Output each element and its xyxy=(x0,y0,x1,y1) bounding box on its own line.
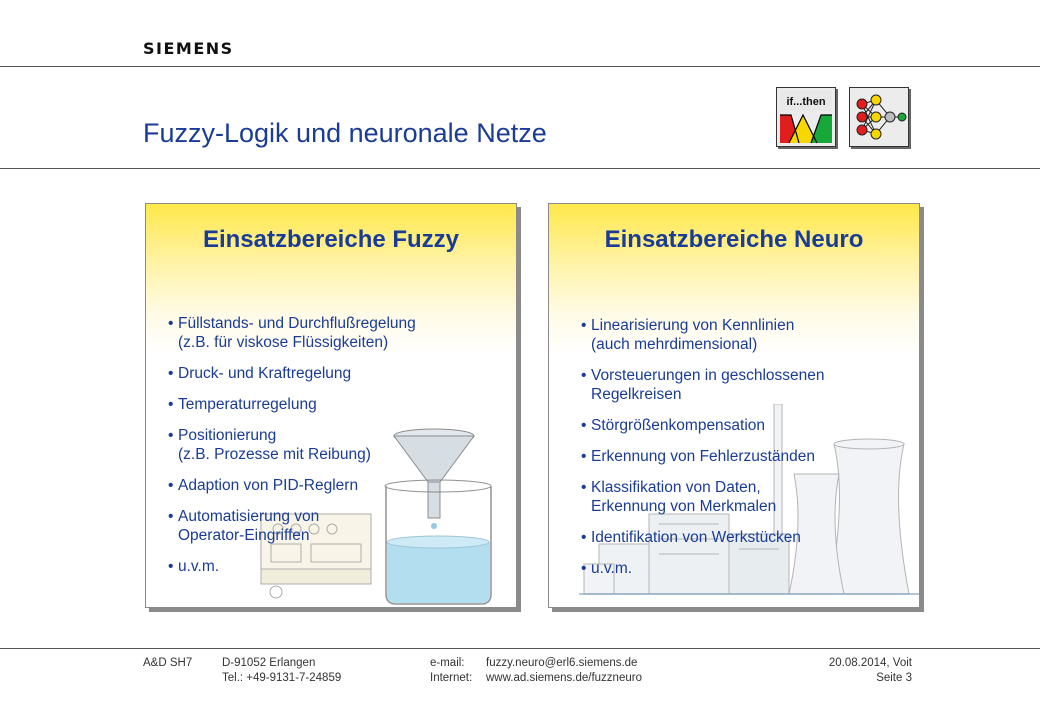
bullet-line: Operator-Eingriffen xyxy=(178,527,310,544)
footer-email-label: e-mail: xyxy=(430,657,465,669)
footer-page-number: Seite 3 xyxy=(876,672,912,684)
footer-date-author: 20.08.2014, Voit xyxy=(828,657,912,669)
fuzzy-icon-text: if...then xyxy=(786,96,826,108)
footer-internet-link[interactable]: www.ad.siemens.de/fuzzneuro xyxy=(486,672,642,684)
page-title: Fuzzy-Logik und neuronale Netze xyxy=(143,118,547,148)
bullet-line: • Vorsteuerungen in geschlossenen xyxy=(591,367,825,384)
footer-contact-values xyxy=(486,656,642,686)
bullet-item xyxy=(168,557,508,576)
footer-city: D-91052 Erlangen xyxy=(222,657,316,669)
footer-dept: A&D SH7 xyxy=(143,657,193,669)
fuzzy-panel-title: Einsatzbereiche Fuzzy xyxy=(202,226,460,253)
neural-network-icon xyxy=(849,87,909,147)
neuro-panel xyxy=(548,203,920,608)
bullet-item xyxy=(581,528,920,547)
bullet-line: • Erkennung von Fehlerzuständen xyxy=(591,448,816,465)
footer-email-link[interactable]: fuzzy.neuro@erl6.siemens.de xyxy=(486,657,638,669)
bullet-line: (z.B. für viskose Flüssigkeiten) xyxy=(178,334,389,351)
footer-meta xyxy=(829,656,912,686)
bullet-line: • Linearisierung von Kennlinien xyxy=(591,317,795,334)
bullet-item xyxy=(168,507,508,545)
fuzzy-bullet-list xyxy=(168,314,508,588)
bullet-item xyxy=(581,447,920,466)
footer-contact-labels xyxy=(430,656,472,686)
footer-internet-label: Internet: xyxy=(430,672,473,684)
bullet-line: (z.B. Prozesse mit Reibung) xyxy=(178,446,371,463)
bullet-item xyxy=(581,416,920,435)
footer-phone: Tel.: +49-9131-7-24859 xyxy=(222,672,342,684)
bullet-line: • Füllstands- und Durchflußregelung xyxy=(178,315,416,332)
bullet-item xyxy=(581,366,920,404)
bullet-line: (auch mehrdimensional) xyxy=(591,336,758,353)
bullet-line: Erkennung von Merkmalen xyxy=(591,498,777,515)
footer-rule xyxy=(0,648,1040,649)
bullet-line: • Druck- und Kraftregelung xyxy=(178,365,352,382)
bullet-item xyxy=(581,559,920,578)
bullet-line: • Identifikation von Werkstücken xyxy=(591,529,801,546)
bullet-line: • Störgrößenkompensation xyxy=(591,417,766,434)
fuzzy-panel xyxy=(145,203,517,608)
bullet-item xyxy=(168,395,508,414)
footer-address xyxy=(222,656,341,686)
bullet-item xyxy=(581,316,920,354)
bullet-item xyxy=(581,478,920,516)
bullet-line: • Positionierung xyxy=(178,427,277,444)
neuro-panel-title: Einsatzbereiche Neuro xyxy=(604,226,864,253)
header-rule xyxy=(0,66,1040,67)
bullet-line: • u.v.m. xyxy=(178,558,220,575)
bullet-item xyxy=(168,426,508,464)
bullet-line: Regelkreisen xyxy=(591,386,682,403)
bullet-line: • Automatisierung von xyxy=(178,508,320,525)
siemens-logo: SIEMENS xyxy=(143,39,234,58)
bullet-line: • Klassifikation von Daten, xyxy=(591,479,761,496)
bullet-item xyxy=(168,364,508,383)
fuzzy-rule-icon xyxy=(776,87,836,147)
title-rule xyxy=(0,168,1040,169)
bullet-item xyxy=(168,314,508,352)
bullet-line: • Adaption von PID-Reglern xyxy=(178,477,359,494)
bullet-item xyxy=(168,476,508,495)
bullet-line: • Temperaturregelung xyxy=(178,396,317,413)
neuro-bullet-list xyxy=(581,316,920,590)
bullet-line: • u.v.m. xyxy=(591,560,633,577)
